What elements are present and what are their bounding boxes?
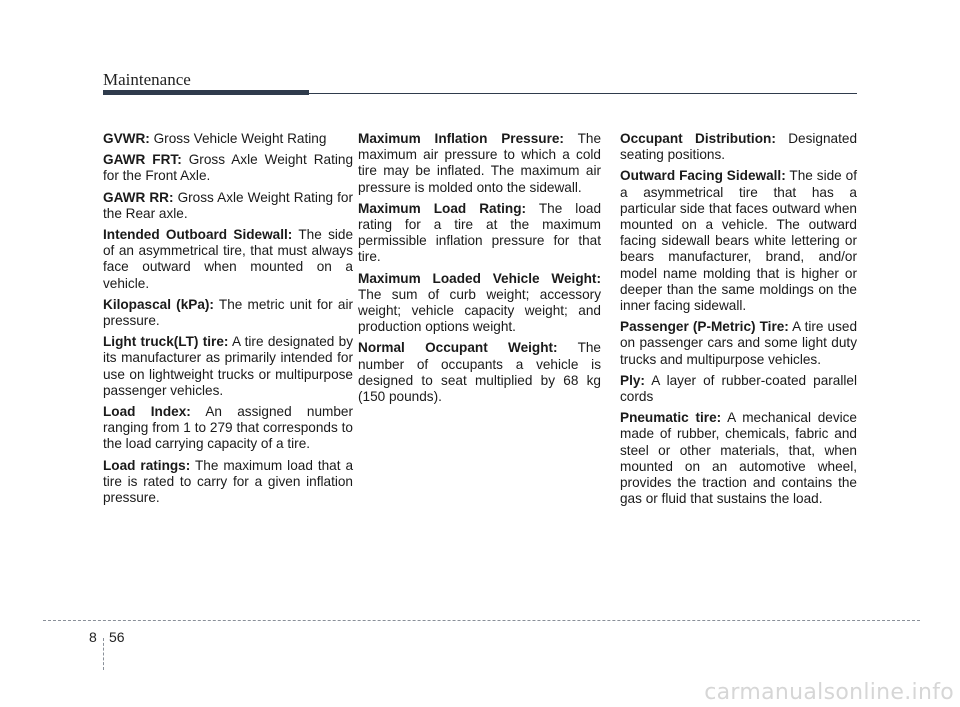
glossary-definition: The sum of curb weight; accessory weight; vehicle capacity weight; and production options weight. xyxy=(358,286,601,335)
glossary-definition: The maximum air pressure to which a cold tire may be inflated. The maximum air pressure is molded onto the sidewall. xyxy=(358,131,602,195)
glossary-term: GAWR FRT: xyxy=(103,152,182,168)
glossary-term: GVWR: xyxy=(103,131,150,146)
glossary-definition: The number of occupants a vehicle is designed to seat multiplied by 68 kg (150 pounds). xyxy=(358,340,601,405)
glossary-term: Occupant Distribution: xyxy=(620,131,776,146)
glossary-entry xyxy=(620,168,857,314)
glossary-term: Pneumatic tire: xyxy=(620,410,722,426)
glossary-term: Ply: xyxy=(620,372,645,388)
glossary-entry xyxy=(103,131,353,147)
header-rule xyxy=(309,93,857,94)
glossary-entry xyxy=(358,271,601,336)
page-title: Maintenance xyxy=(103,70,191,89)
glossary-entry xyxy=(103,152,353,184)
glossary-definition: The maximum load that a tire is rated to carry for a given inflation pressure. xyxy=(103,457,353,506)
glossary-definition: The metric unit for air pressure. xyxy=(103,296,354,329)
section-number: 8 xyxy=(89,629,97,645)
glossary-entry xyxy=(103,404,353,453)
glossary-definition: The side of an asymmetrical tire, that must always face outward when mounted on a vehicle. xyxy=(103,227,354,291)
glossary-term: GAWR RR: xyxy=(103,189,174,205)
page-number: 56 xyxy=(109,629,125,645)
glossary-definition: Gross Vehicle Weight Rating xyxy=(153,131,327,146)
footer-rule xyxy=(43,620,920,621)
glossary-entry xyxy=(358,340,601,405)
glossary-entry xyxy=(620,410,857,507)
glossary-term: Kilopascal (kPa): xyxy=(103,296,214,312)
glossary-entry xyxy=(620,131,857,163)
glossary-term: Intended Outboard Sidewall: xyxy=(103,227,293,243)
glossary-definition: A mechanical device made of rubber, chemicals, fabric and steel or other materials, that, when mounted on an automotive wheel, provides the traction and contains the gas or fluid that sustains the load. xyxy=(620,410,857,507)
glossary-column-2 xyxy=(358,131,601,410)
glossary-term: Load ratings: xyxy=(103,457,191,473)
glossary-definition: A layer of rubber-coated parallel cords xyxy=(620,372,857,405)
glossary-definition: Gross Axle Weight Rating for the Front Axle. xyxy=(103,152,354,184)
glossary-definition: Gross Axle Weight Rating for the Rear axle. xyxy=(103,189,353,221)
glossary-term: Maximum Loaded Vehicle Weight: xyxy=(358,270,601,286)
glossary-definition: Designated seating positions. xyxy=(620,131,858,163)
glossary-term: Normal Occupant Weight: xyxy=(358,340,558,356)
glossary-definition: An assigned number ranging from 1 to 279 that corresponds to the load carrying capacity of a tire. xyxy=(103,404,353,452)
glossary-definition: A tire used on passenger cars and some light duty trucks and multipurpose vehicles. xyxy=(620,319,858,367)
glossary-term: Maximum Inflation Pressure: xyxy=(358,131,564,146)
glossary-column-3 xyxy=(620,131,857,512)
watermark: carmanualsonline.info xyxy=(704,680,954,705)
glossary-entry xyxy=(358,131,601,196)
glossary-entry xyxy=(103,297,353,329)
glossary-entry xyxy=(358,201,601,266)
glossary-term: Passenger (P-Metric) Tire: xyxy=(620,319,789,335)
glossary-term: Load Index: xyxy=(103,404,191,420)
glossary-entry xyxy=(103,458,353,507)
glossary-entry xyxy=(620,373,857,405)
glossary-entry xyxy=(620,319,857,368)
glossary-definition: A tire designated by its manufacturer as primarily intended for use on lightweight trucks or multipurpose passenger vehicles. xyxy=(103,334,354,398)
glossary-term: Light truck(LT) tire: xyxy=(103,334,229,350)
glossary-term: Maximum Load Rating: xyxy=(358,200,527,216)
glossary-entry xyxy=(103,227,353,292)
glossary-column-1 xyxy=(103,131,353,511)
glossary-entry xyxy=(103,334,353,399)
footer-divider xyxy=(103,638,104,670)
glossary-definition: The load rating for a tire at the maximum permissible inflation pressure for that tire. xyxy=(358,200,601,265)
header-accent-bar xyxy=(103,90,309,95)
glossary-entry xyxy=(103,190,353,222)
glossary-definition: The side of a asymmetrical tire that has a particular side that faces outward when mounted on a vehicle. The outward facing sidewall bears white lettering or bears manufacturer, brand, and/or model name molding that is higher or deeper than the same moldings on the inner facing sidewall. xyxy=(620,168,857,314)
glossary-term: Outward Facing Sidewall: xyxy=(620,168,786,184)
